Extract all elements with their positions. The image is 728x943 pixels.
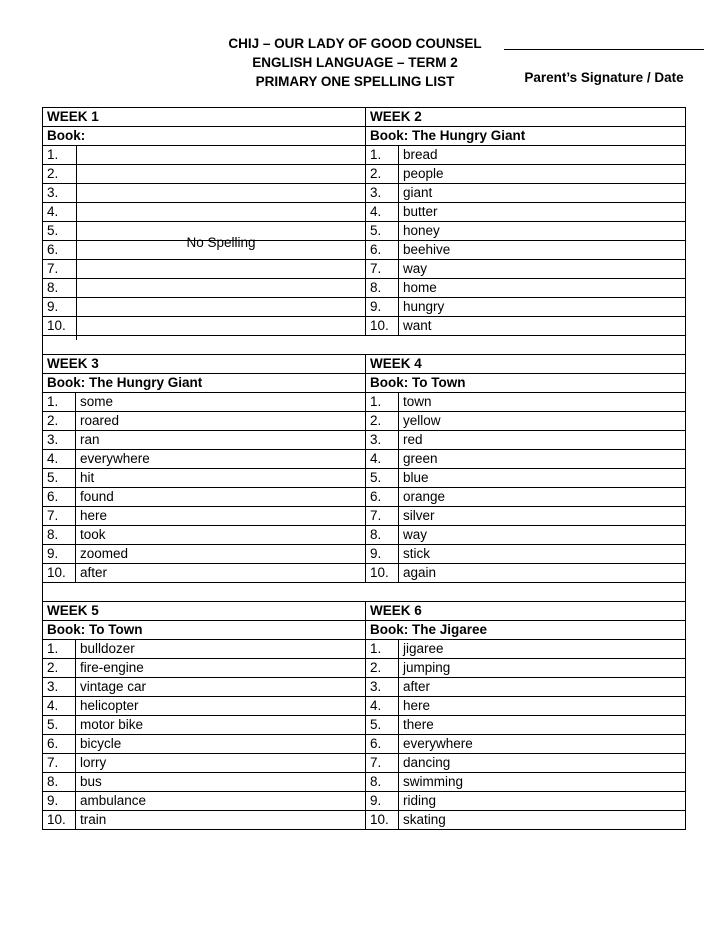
item-number: 2. <box>43 659 76 678</box>
week-title: WEEK 4 <box>366 355 686 374</box>
word-row <box>43 526 686 545</box>
word-row <box>43 393 686 412</box>
spelling-word: lorry <box>76 754 366 773</box>
item-number: 3. <box>43 678 76 697</box>
item-number: 5. <box>43 222 366 241</box>
item-number: 3. <box>366 431 399 450</box>
word-row <box>43 184 686 203</box>
spelling-word: way <box>399 526 686 545</box>
spelling-word: zoomed <box>76 545 366 564</box>
no-spelling-note: No Spelling <box>76 145 365 340</box>
spelling-word: again <box>399 564 686 583</box>
item-number: 5. <box>366 469 399 488</box>
spacer-row <box>43 336 686 355</box>
item-number: 9. <box>43 298 366 317</box>
word-row <box>43 317 686 336</box>
item-number: 1. <box>43 146 366 165</box>
spacer-cell <box>43 336 686 355</box>
spelling-word: everywhere <box>76 450 366 469</box>
spelling-word: giant <box>399 184 686 203</box>
item-number: 6. <box>366 488 399 507</box>
item-number: 1. <box>43 393 76 412</box>
subject-term: ENGLISH LANGUAGE – TERM 2 <box>252 55 458 70</box>
spelling-word: riding <box>399 792 686 811</box>
word-row <box>43 469 686 488</box>
item-number: 7. <box>366 507 399 526</box>
spelling-word: some <box>76 393 366 412</box>
word-row <box>43 431 686 450</box>
spelling-word: red <box>399 431 686 450</box>
item-number: 5. <box>366 222 399 241</box>
item-number: 2. <box>366 165 399 184</box>
item-number: 6. <box>43 488 76 507</box>
spelling-word: way <box>399 260 686 279</box>
spelling-word: ran <box>76 431 366 450</box>
item-number: 1. <box>43 640 76 659</box>
spelling-word: after <box>399 678 686 697</box>
item-number: 4. <box>366 450 399 469</box>
word-row <box>43 564 686 583</box>
word-row <box>43 659 686 678</box>
spelling-word: jigaree <box>399 640 686 659</box>
book-title: Book: To Town <box>43 621 366 640</box>
signature-label: Parent’s Signature / Date <box>524 70 684 85</box>
spelling-word: here <box>76 507 366 526</box>
document-header <box>180 34 530 91</box>
item-number: 8. <box>43 526 76 545</box>
spelling-word: after <box>76 564 366 583</box>
word-row <box>43 203 686 222</box>
spelling-word: dancing <box>399 754 686 773</box>
word-row <box>43 412 686 431</box>
spelling-word: motor bike <box>76 716 366 735</box>
word-row <box>43 773 686 792</box>
spelling-word: there <box>399 716 686 735</box>
spelling-word: home <box>399 279 686 298</box>
item-number: 6. <box>366 735 399 754</box>
spelling-word: butter <box>399 203 686 222</box>
spelling-word: train <box>76 811 366 830</box>
item-number: 10. <box>366 317 399 336</box>
spelling-word: skating <box>399 811 686 830</box>
week-title-row <box>43 355 686 374</box>
item-number: 7. <box>366 260 399 279</box>
spelling-word: blue <box>399 469 686 488</box>
item-number: 8. <box>366 526 399 545</box>
spelling-word: swimming <box>399 773 686 792</box>
item-number: 4. <box>43 697 76 716</box>
book-row <box>43 374 686 393</box>
spelling-word: found <box>76 488 366 507</box>
week-title: WEEK 3 <box>43 355 366 374</box>
word-row <box>43 545 686 564</box>
item-number: 3. <box>43 431 76 450</box>
word-row <box>43 260 686 279</box>
spelling-table <box>42 107 686 830</box>
item-number: 10. <box>366 564 399 583</box>
item-number: 4. <box>43 203 366 222</box>
word-row <box>43 716 686 735</box>
word-row <box>43 165 686 184</box>
book-title: Book: The Jigaree <box>366 621 686 640</box>
spelling-word: bicycle <box>76 735 366 754</box>
school-name: CHIJ – OUR LADY OF GOOD COUNSEL <box>228 36 482 51</box>
spelling-word: jumping <box>399 659 686 678</box>
week-title: WEEK 1 <box>43 108 366 127</box>
book-title: Book: The Hungry Giant <box>366 127 686 146</box>
item-number: 2. <box>43 165 366 184</box>
item-number: 9. <box>43 792 76 811</box>
spelling-word: hit <box>76 469 366 488</box>
spelling-word: hungry <box>399 298 686 317</box>
word-row <box>43 222 686 241</box>
word-row <box>43 450 686 469</box>
spelling-word: beehive <box>399 241 686 260</box>
spelling-word: bulldozer <box>76 640 366 659</box>
item-number: 10. <box>366 811 399 830</box>
item-number: 2. <box>43 412 76 431</box>
item-number: 8. <box>366 773 399 792</box>
word-row <box>43 279 686 298</box>
spelling-word: honey <box>399 222 686 241</box>
week-title: WEEK 2 <box>366 108 686 127</box>
list-title: PRIMARY ONE SPELLING LIST <box>255 74 455 89</box>
spelling-word: bread <box>399 146 686 165</box>
book-row <box>43 621 686 640</box>
item-number: 5. <box>43 469 76 488</box>
spacer-row <box>43 583 686 602</box>
item-number: 2. <box>366 412 399 431</box>
word-row <box>43 754 686 773</box>
week-title-row <box>43 108 686 127</box>
word-row <box>43 241 686 260</box>
signature-line <box>504 49 704 50</box>
week-title: WEEK 5 <box>43 602 366 621</box>
item-number: 1. <box>366 640 399 659</box>
spelling-word: roared <box>76 412 366 431</box>
spelling-word: vintage car <box>76 678 366 697</box>
item-number: 9. <box>43 545 76 564</box>
item-number: 3. <box>43 184 366 203</box>
word-row <box>43 697 686 716</box>
item-number: 8. <box>43 279 366 298</box>
spelling-word: silver <box>399 507 686 526</box>
item-number: 5. <box>366 716 399 735</box>
spelling-word: here <box>399 697 686 716</box>
word-row <box>43 735 686 754</box>
week-title: WEEK 6 <box>366 602 686 621</box>
word-row <box>43 146 686 165</box>
word-row <box>43 640 686 659</box>
item-number: 10. <box>43 564 76 583</box>
item-number: 6. <box>43 735 76 754</box>
item-number: 1. <box>366 393 399 412</box>
word-row <box>43 488 686 507</box>
spelling-word: everywhere <box>399 735 686 754</box>
word-row <box>43 792 686 811</box>
item-number: 9. <box>366 298 399 317</box>
spelling-word: yellow <box>399 412 686 431</box>
item-number: 2. <box>366 659 399 678</box>
spelling-word: want <box>399 317 686 336</box>
item-number: 8. <box>43 773 76 792</box>
spelling-word: ambulance <box>76 792 366 811</box>
spelling-word: took <box>76 526 366 545</box>
spelling-word: fire-engine <box>76 659 366 678</box>
item-number: 9. <box>366 792 399 811</box>
spelling-word: orange <box>399 488 686 507</box>
item-number: 7. <box>366 754 399 773</box>
item-number: 5. <box>43 716 76 735</box>
word-row <box>43 811 686 830</box>
spacer-cell <box>43 583 686 602</box>
item-number: 3. <box>366 184 399 203</box>
item-number: 7. <box>43 507 76 526</box>
item-number: 8. <box>366 279 399 298</box>
item-number: 1. <box>366 146 399 165</box>
item-number: 10. <box>43 317 366 336</box>
spelling-word: stick <box>399 545 686 564</box>
spelling-word: green <box>399 450 686 469</box>
word-row <box>43 298 686 317</box>
item-number: 7. <box>43 260 366 279</box>
word-row <box>43 678 686 697</box>
book-title: Book: The Hungry Giant <box>43 374 366 393</box>
item-number: 10. <box>43 811 76 830</box>
item-number: 4. <box>366 697 399 716</box>
book-title: Book: To Town <box>366 374 686 393</box>
item-number: 6. <box>366 241 399 260</box>
item-number: 3. <box>366 678 399 697</box>
spelling-word: bus <box>76 773 366 792</box>
book-title: Book: <box>43 127 366 146</box>
item-number: 4. <box>43 450 76 469</box>
item-number: 7. <box>43 754 76 773</box>
spelling-word: helicopter <box>76 697 366 716</box>
word-row <box>43 507 686 526</box>
spelling-word: people <box>399 165 686 184</box>
week-title-row <box>43 602 686 621</box>
item-number: 9. <box>366 545 399 564</box>
item-number: 6. <box>43 241 366 260</box>
item-number: 4. <box>366 203 399 222</box>
spelling-word: town <box>399 393 686 412</box>
book-row <box>43 127 686 146</box>
